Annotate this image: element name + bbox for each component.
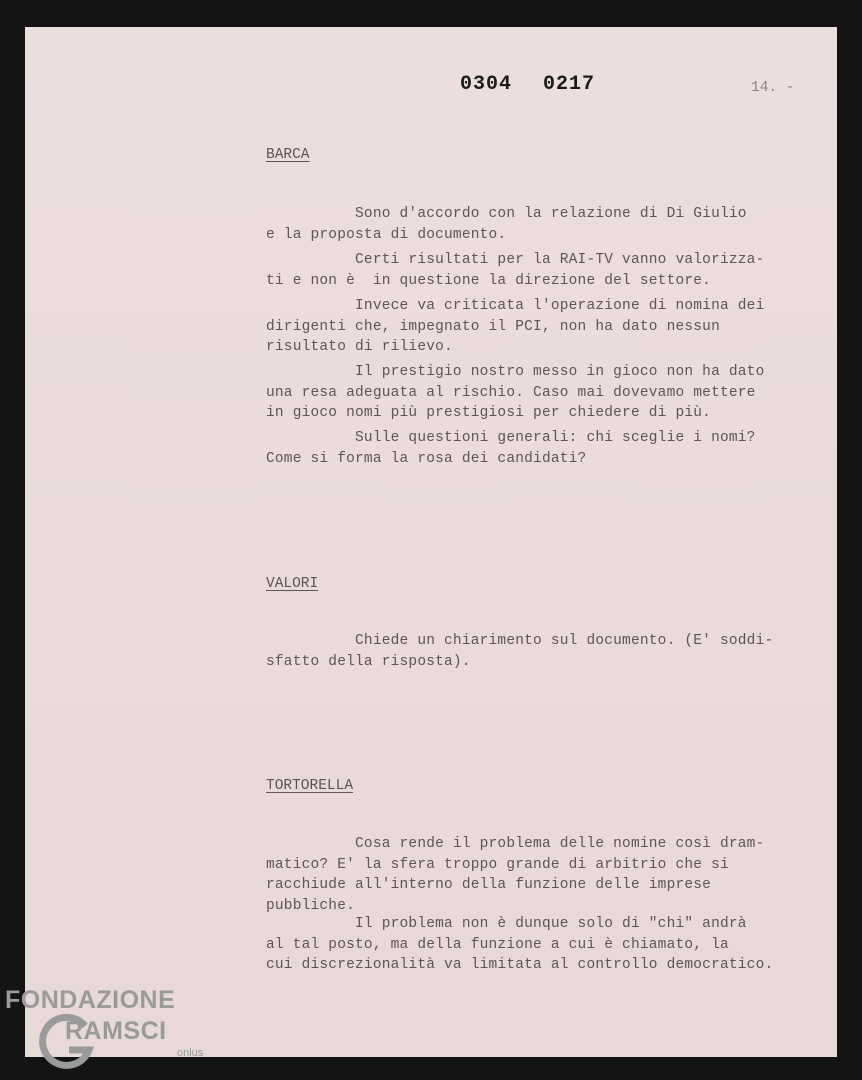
speaker-heading-tortorella: TORTORELLA [266,778,354,794]
fondazione-gramsci-watermark [5,986,220,1076]
paragraph-barca-4: Il prestigio nostro messo in gioco non ha dato una resa adeguata al rischio. Caso mai dovevamo mettere in gioco nomi più prestigiosi per chiedere di più. [266,364,765,421]
watermark-line-1: FONDAZIONE [5,986,176,1014]
speaker-heading-valori: VALORI [266,576,319,592]
paragraph-tortorella-2: Il problema non è dunque solo di "chi" andrà al tal posto, ma della funzione a cui è chiamato, la cui discrezionalità va limitata al controllo democratico. [266,916,774,973]
paragraph-barca-1: Sono d'accordo con la relazione di Di Giulio e la proposta di documento. [266,206,747,243]
paragraph-barca-3: Invece va criticata l'operazione di nomina dei dirigenti che, impegnato il PCI, non ha dato nessun risultato di rilievo. [266,298,765,355]
document-number-2: 0217 [543,73,596,96]
document-number-1: 0304 [460,73,513,96]
paragraph-tortorella-1: Cosa rende il problema delle nomine così dram- matico? E' la sfera troppo grande di arbitrio che si racchiude all'interno della funzione delle imprese pubbliche. [266,836,765,914]
speaker-heading-barca: BARCA [266,147,310,163]
page-number: 14. - [751,80,795,96]
paragraph-barca-5: Sulle questioni generali: chi sceglie i nomi? Come si forma la rosa dei candidati? [266,430,756,467]
paragraph-valori-1: Chiede un chiarimento sul documento. (E' soddi- sfatto della risposta). [266,633,774,670]
paragraph-barca-2: Certi risultati per la RAI-TV vanno valorizza- ti e non è in questione la direzione del settore. [266,252,765,289]
watermark-line-3: onlus [177,1047,204,1059]
watermark-line-2: RAMSCI [65,1017,167,1045]
